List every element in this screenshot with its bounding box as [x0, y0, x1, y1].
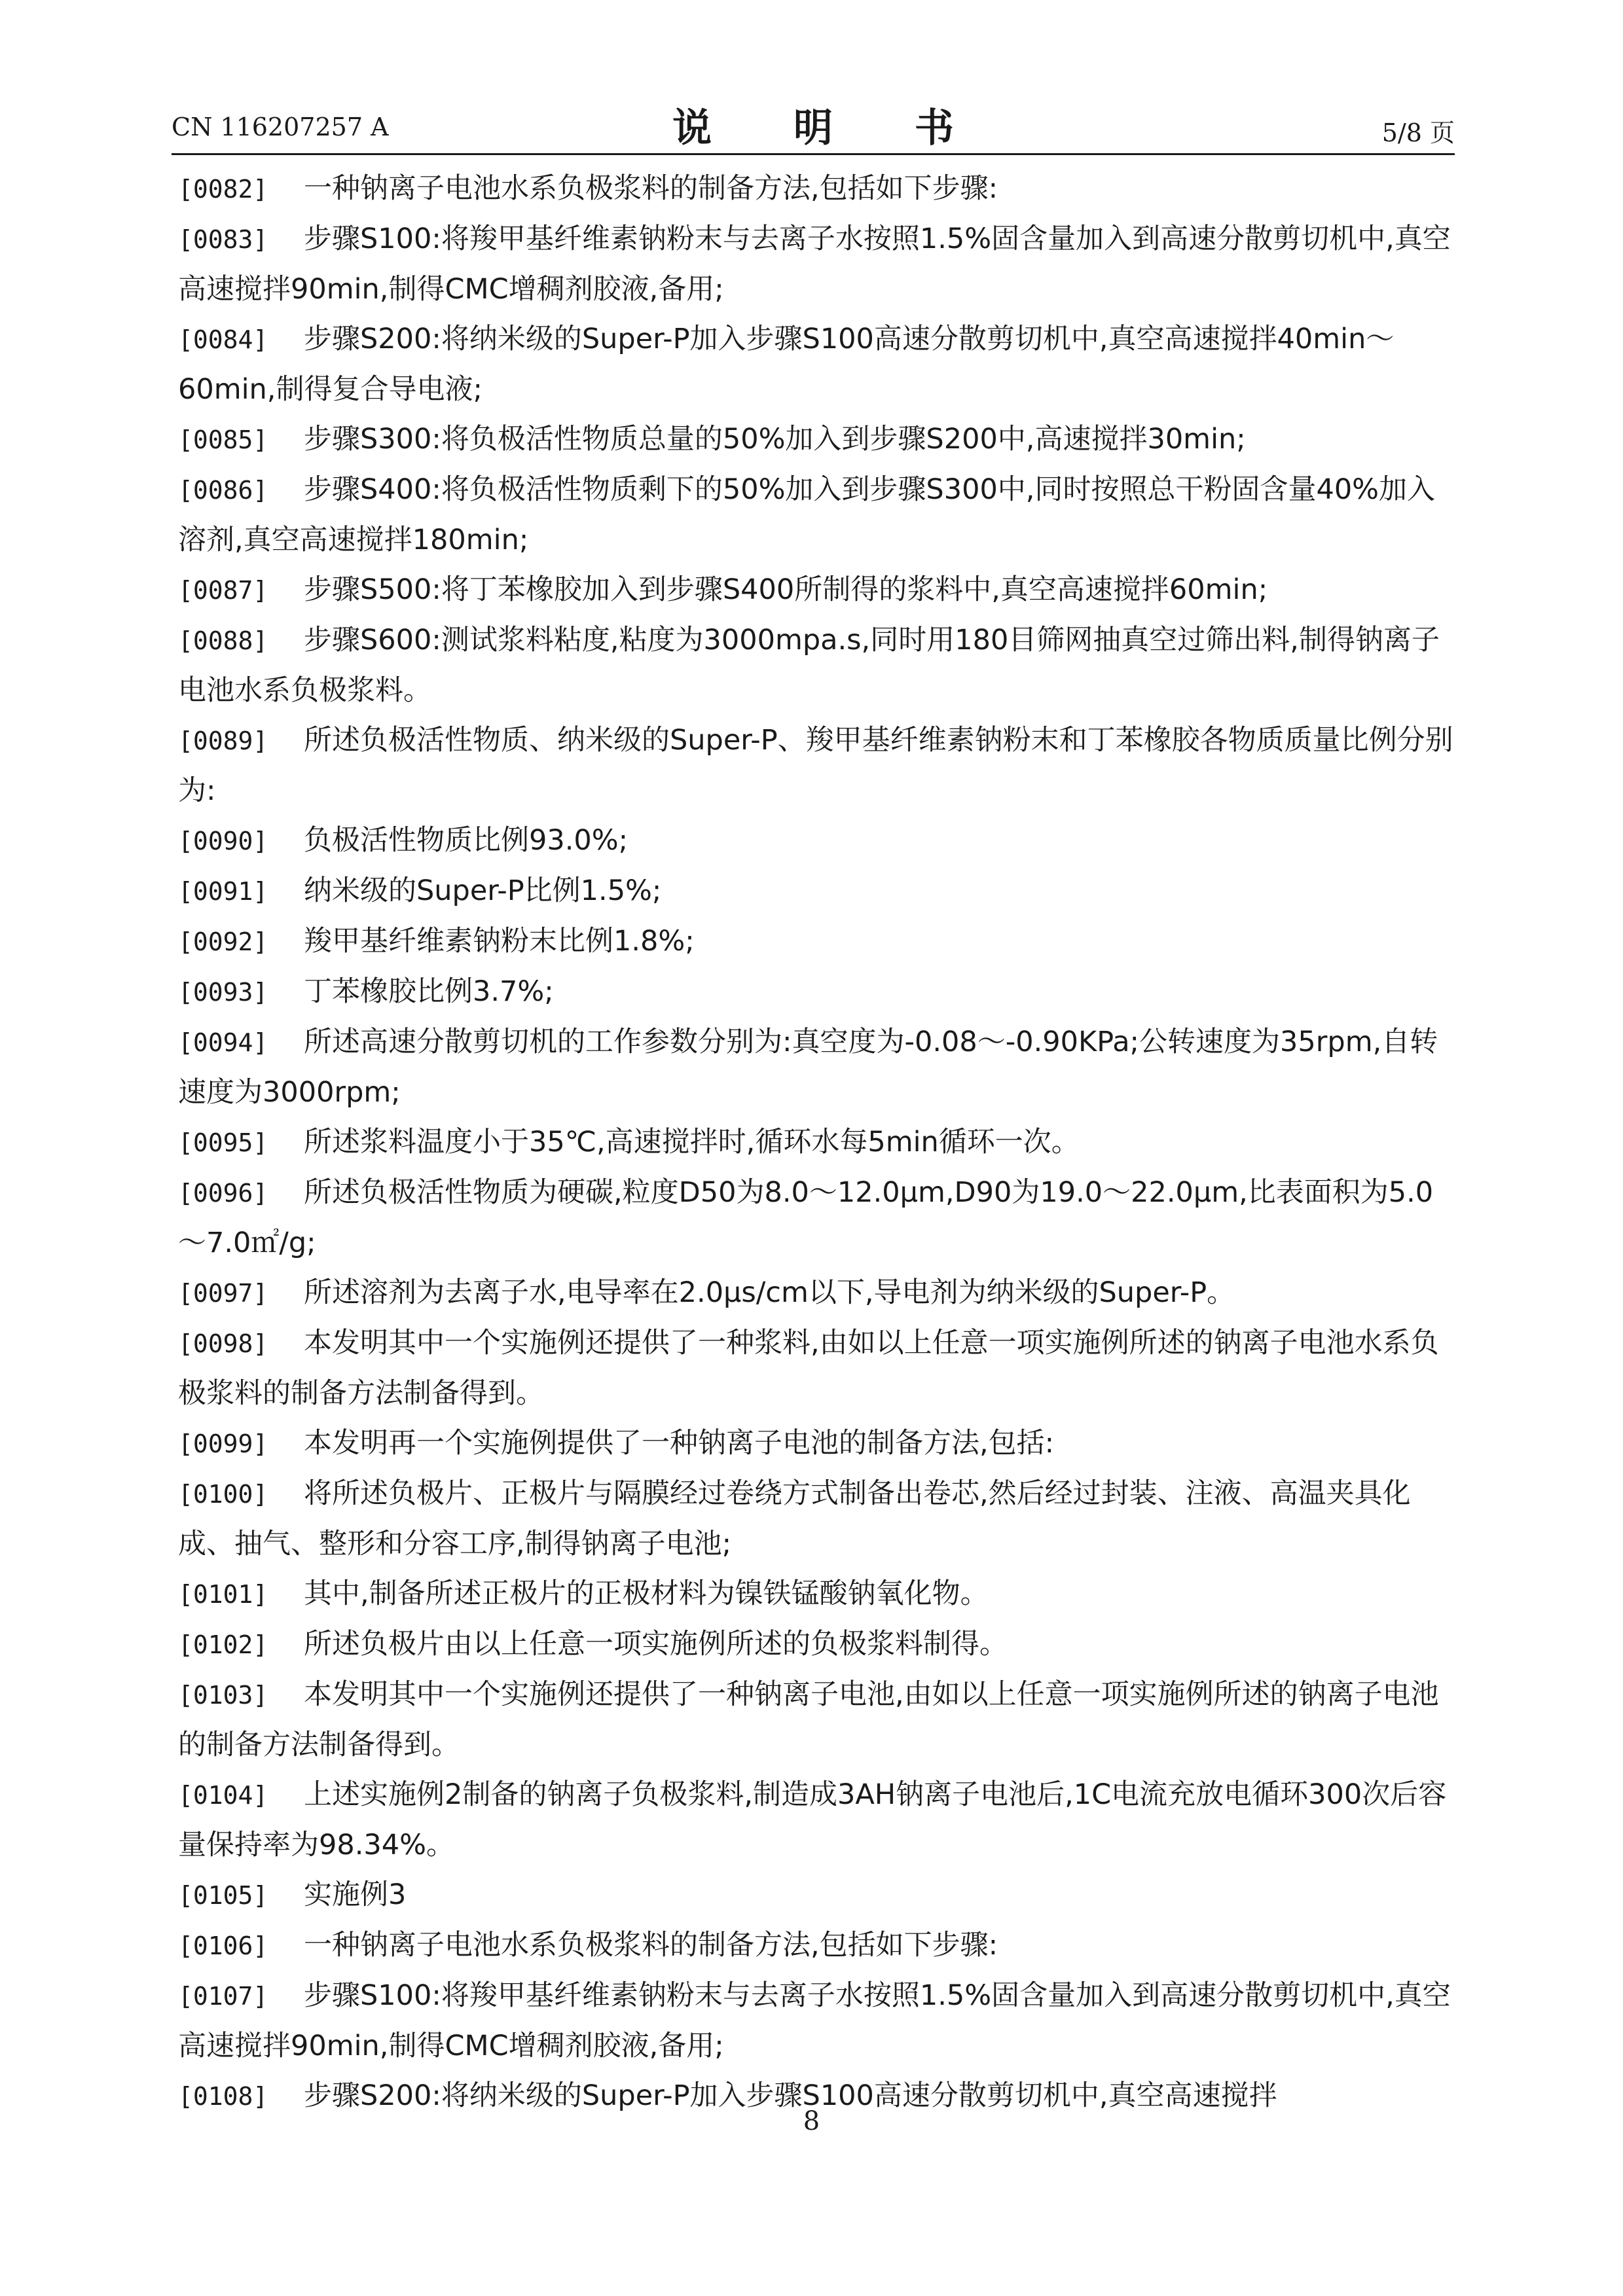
paragraph-text: 本发明再一个实施例提供了一种钠离子电池的制备方法,包括:: [304, 1427, 1055, 1460]
paragraph-number: [0104]: [178, 1781, 268, 1810]
paragraph: [178, 1619, 1455, 1670]
paragraph-number: [0095]: [178, 1128, 268, 1157]
paragraph: [178, 414, 1455, 465]
paragraph-number: [0106]: [178, 1931, 268, 1960]
header-rule: [172, 153, 1455, 155]
paragraph: [178, 1117, 1455, 1168]
paragraph-number: [0089]: [178, 726, 268, 755]
paragraph-number: [0087]: [178, 576, 268, 605]
paragraph-number: [0093]: [178, 978, 268, 1007]
paragraph-text: 其中,制备所述正极片的正极材料为镍铁锰酸钠氧化物。: [304, 1577, 989, 1610]
paragraph: [178, 1017, 1455, 1117]
paragraph-number: [0094]: [178, 1028, 268, 1057]
paragraph-text: 所述浆料温度小于35℃,高速搅拌时,循环水每5min循环一次。: [304, 1126, 1080, 1158]
paragraph-text: 步骤S100:将羧甲基纤维素钠粉末与去离子水按照1.5%固含量加入到高速分散剪切机中,真空高速搅拌90min,制得CMC增稠剂胶液,备用;: [178, 1979, 1451, 2062]
paragraph-text: 步骤S100:将羧甲基纤维素钠粉末与去离子水按照1.5%固含量加入到高速分散剪切机中,真空高速搅拌90min,制得CMC增稠剂胶液,备用;: [178, 223, 1451, 306]
paragraph-text: 所述溶剂为去离子水,电导率在2.0μs/cm以下,导电剂为纳米级的Super-P。: [304, 1276, 1235, 1309]
document-title: 说 明 书: [672, 105, 988, 151]
paragraph-text: 所述高速分散剪切机的工作参数分别为:真空度为-0.08～-0.90KPa;公转速度为35rpm,自转速度为3000rpm;: [178, 1026, 1438, 1109]
paragraph: [178, 1268, 1455, 1318]
paragraph: [178, 1870, 1455, 1920]
paragraph-text: 步骤S500:将丁苯橡胶加入到步骤S400所制得的浆料中,真空高速搅拌60min;: [304, 573, 1268, 606]
paragraph-text: 所述负极活性物质、纳米级的Super-P、羧甲基纤维素钠粉末和丁苯橡胶各物质质量比例分别为:: [178, 724, 1453, 807]
paragraph-number: [0092]: [178, 927, 268, 956]
paragraph-number: [0084]: [178, 325, 268, 354]
paragraph: [178, 1168, 1455, 1268]
page-count: 5/8 页: [1381, 118, 1455, 147]
paragraph: [178, 615, 1455, 715]
paragraph-text: 一种钠离子电池水系负极浆料的制备方法,包括如下步骤:: [304, 172, 998, 205]
paragraph: [178, 1569, 1455, 1619]
document-body: [178, 164, 1455, 2121]
paragraph-text: 本发明其中一个实施例还提供了一种钠离子电池,由如以上任意一项实施例所述的钠离子电池的制备方法制备得到。: [178, 1678, 1439, 1761]
paragraph: [178, 715, 1455, 816]
paragraph: [178, 465, 1455, 565]
paragraph-text: 所述负极活性物质为硬碳,粒度D50为8.0～12.0μm,D90为19.0～22.0μm,比表面积为5.0～7.0㎡/g;: [178, 1176, 1434, 1259]
paragraph-text: 丁苯橡胶比例3.7%;: [304, 975, 554, 1008]
paragraph-text: 一种钠离子电池水系负极浆料的制备方法,包括如下步骤:: [304, 1929, 998, 1962]
paragraph-number: [0107]: [178, 1982, 268, 2011]
paragraph-number: [0090]: [178, 827, 268, 855]
paragraph-number: [0082]: [178, 175, 268, 204]
paragraph-text: 步骤S600:测试浆料粘度,粘度为3000mpa.s,同时用180目筛网抽真空过筛出料,制得钠离子电池水系负极浆料。: [178, 624, 1440, 707]
paragraph-number: [0103]: [178, 1681, 268, 1710]
paragraph-text: 步骤S200:将纳米级的Super-P加入步骤S100高速分散剪切机中,真空高速搅拌40min～60min,制得复合导电液;: [178, 323, 1395, 406]
paragraph-number: [0102]: [178, 1630, 268, 1659]
paragraph-text: 步骤S300:将负极活性物质总量的50%加入到步骤S200中,高速搅拌30min;: [304, 423, 1246, 456]
paragraph-text: 羧甲基纤维素钠粉末比例1.8%;: [304, 925, 695, 958]
paragraph: [178, 214, 1455, 314]
paragraph-text: 上述实施例2制备的钠离子负极浆料,制造成3AH钠离子电池后,1C电流充放电循环300次后容量保持率为98.34%。: [178, 1778, 1447, 1861]
paragraph-number: [0108]: [178, 2082, 268, 2111]
paragraph-number: [0100]: [178, 1480, 268, 1509]
paragraph-number: [0086]: [178, 476, 268, 505]
paragraph-text: 负极活性物质比例93.0%;: [304, 824, 629, 857]
paragraph: [178, 314, 1455, 414]
paragraph-number: [0091]: [178, 877, 268, 906]
paragraph: [178, 816, 1455, 866]
paragraph: [178, 565, 1455, 615]
paragraph-text: 纳米级的Super-P比例1.5%;: [304, 874, 662, 907]
paragraph-number: [0097]: [178, 1279, 268, 1308]
paragraph: [178, 1770, 1455, 1870]
paragraph: [178, 1418, 1455, 1469]
paragraph-text: 实施例3: [304, 1878, 407, 1911]
paragraph-number: [0101]: [178, 1580, 268, 1609]
paragraph: [178, 916, 1455, 967]
paragraph-number: [0105]: [178, 1881, 268, 1910]
paragraph-number: [0085]: [178, 425, 268, 454]
paragraph: [178, 967, 1455, 1017]
paragraph: [178, 1920, 1455, 1971]
paragraph-number: [0088]: [178, 626, 268, 655]
page-number: 8: [803, 2106, 820, 2136]
paragraph: [178, 1670, 1455, 1770]
paragraph: [178, 164, 1455, 214]
paragraph-text: 所述负极片由以上任意一项实施例所述的负极浆料制得。: [304, 1628, 1008, 1660]
paragraph-number: [0099]: [178, 1429, 268, 1458]
paragraph-text: 步骤S400:将负极活性物质剩下的50%加入到步骤S300中,同时按照总干粉固含量40%加入溶剂,真空高速搅拌180min;: [178, 473, 1436, 556]
paragraph-number: [0098]: [178, 1329, 268, 1358]
paragraph-number: [0096]: [178, 1179, 268, 1208]
paragraph-text: 将所述负极片、正极片与隔膜经过卷绕方式制备出卷芯,然后经过封装、注液、高温夹具化成、抽气、整形和分容工序,制得钠离子电池;: [178, 1477, 1411, 1560]
paragraph: [178, 866, 1455, 916]
publication-number: CN 116207257 A: [172, 113, 389, 141]
paragraph-number: [0083]: [178, 225, 268, 254]
paragraph: [178, 1318, 1455, 1418]
paragraph: [178, 1971, 1455, 2071]
page-header: [172, 97, 1455, 149]
paragraph-text: 步骤S200:将纳米级的Super-P加入步骤S100高速分散剪切机中,真空高速搅拌: [304, 2079, 1277, 2112]
paragraph-text: 本发明其中一个实施例还提供了一种浆料,由如以上任意一项实施例所述的钠离子电池水系负极浆料的制备方法制备得到。: [178, 1327, 1439, 1410]
paragraph: [178, 1469, 1455, 1569]
